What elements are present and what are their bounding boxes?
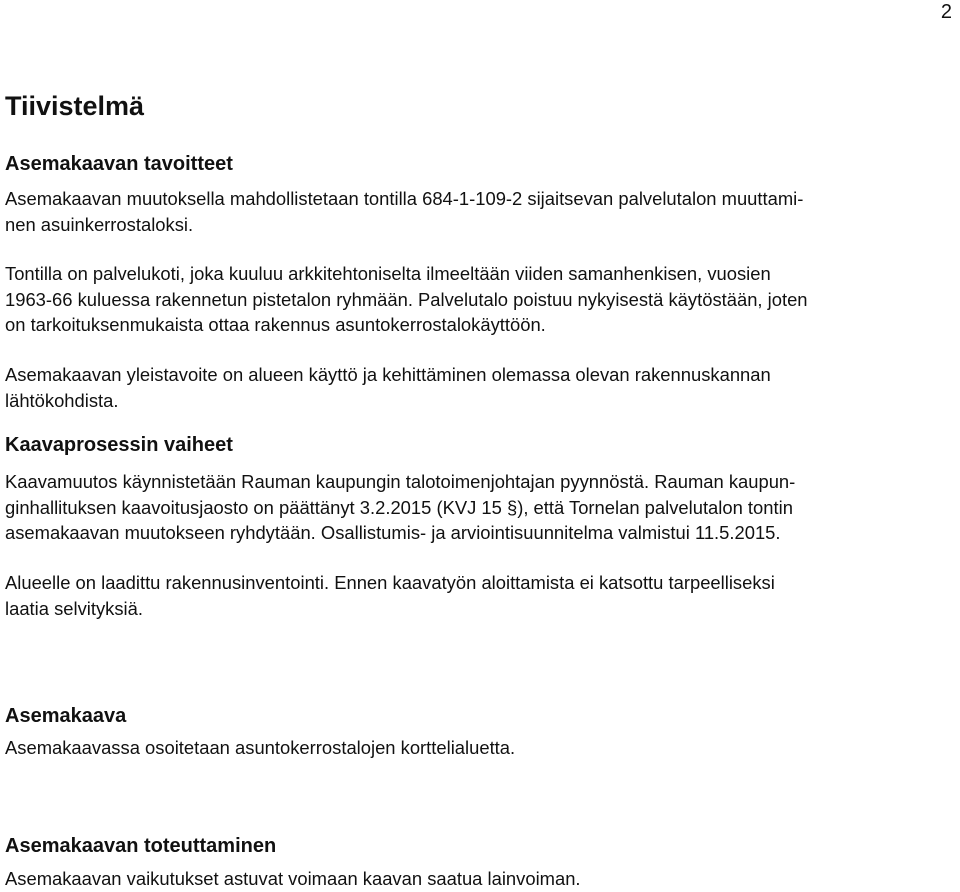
heading-asemakaava: Asemakaava <box>5 705 127 727</box>
text-line: Tontilla on palvelukoti, joka kuuluu arkkitehtoniselta ilmeeltään viiden samanhenkisen, vuosien <box>5 263 771 284</box>
heading-kaavaprosessin-vaiheet: Kaavaprosessin vaiheet <box>5 434 233 456</box>
paragraph-vaiheet-1 <box>5 469 795 546</box>
heading-asemakaavan-toteuttaminen: Asemakaavan toteuttaminen <box>5 835 277 857</box>
text-line: Asemakaavan vaikutukset astuvat voimaan kaavan saatua lainvoiman. <box>5 868 581 889</box>
text-line: lähtökohdista. <box>5 389 119 411</box>
text-line: nen asuinkerrostaloksi. <box>5 213 194 235</box>
text-line: Asemakaavassa osoitetaan asuntokerrostalojen korttelialuetta. <box>5 737 516 758</box>
text-line: Asemakaavan yleistavoite on alueen käyttö ja kehittäminen olemassa olevan rakennuskannan <box>5 364 771 385</box>
text-line: laatia selvityksiä. <box>5 597 143 619</box>
heading-asemakaavan-tavoitteet: Asemakaavan tavoitteet <box>5 153 233 175</box>
paragraph-tavoitteet-3 <box>5 362 771 413</box>
text-line: Alueelle on laadittu rakennusinventointi. Ennen kaavatyön aloittamista ei katsottu tarpeelliseksi <box>5 572 775 593</box>
text-line: ginhallituksen kaavoitusjaosto on päättänyt 3.2.2015 (KVJ 15 §), että Tornelan palvelutalon tontin <box>5 496 793 518</box>
text-line: on tarkoituksenmukaista ottaa rakennus asuntokerrostalokäyttöön. <box>5 314 546 335</box>
document-title: Tiivistelmä <box>5 91 145 121</box>
text-line: Kaavamuutos käynnistetään Rauman kaupungin talotoimenjohtajan pyynnöstä. Rauman kaupun- <box>5 471 796 492</box>
paragraph-tavoitteet-2 <box>5 261 808 338</box>
paragraph-vaiheet-2 <box>5 570 775 621</box>
paragraph-tavoitteet-1 <box>5 186 803 237</box>
paragraph-asemakaava-1 <box>5 735 515 761</box>
text-line: asemakaavan muutokseen ryhdytään. Osallistumis- ja arviointisuunnitelma valmistui 11.5.2015. <box>5 522 781 543</box>
text-line: 1963-66 kuluessa rakennetun pistetalon ryhmään. Palvelutalo poistuu nykyisestä käytöstään, joten <box>5 288 808 310</box>
page-number: 2 <box>940 1 952 23</box>
text-line: Asemakaavan muutoksella mahdollistetaan tontilla 684-1-109-2 sijaitsevan palvelutalon muuttami- <box>5 188 804 209</box>
